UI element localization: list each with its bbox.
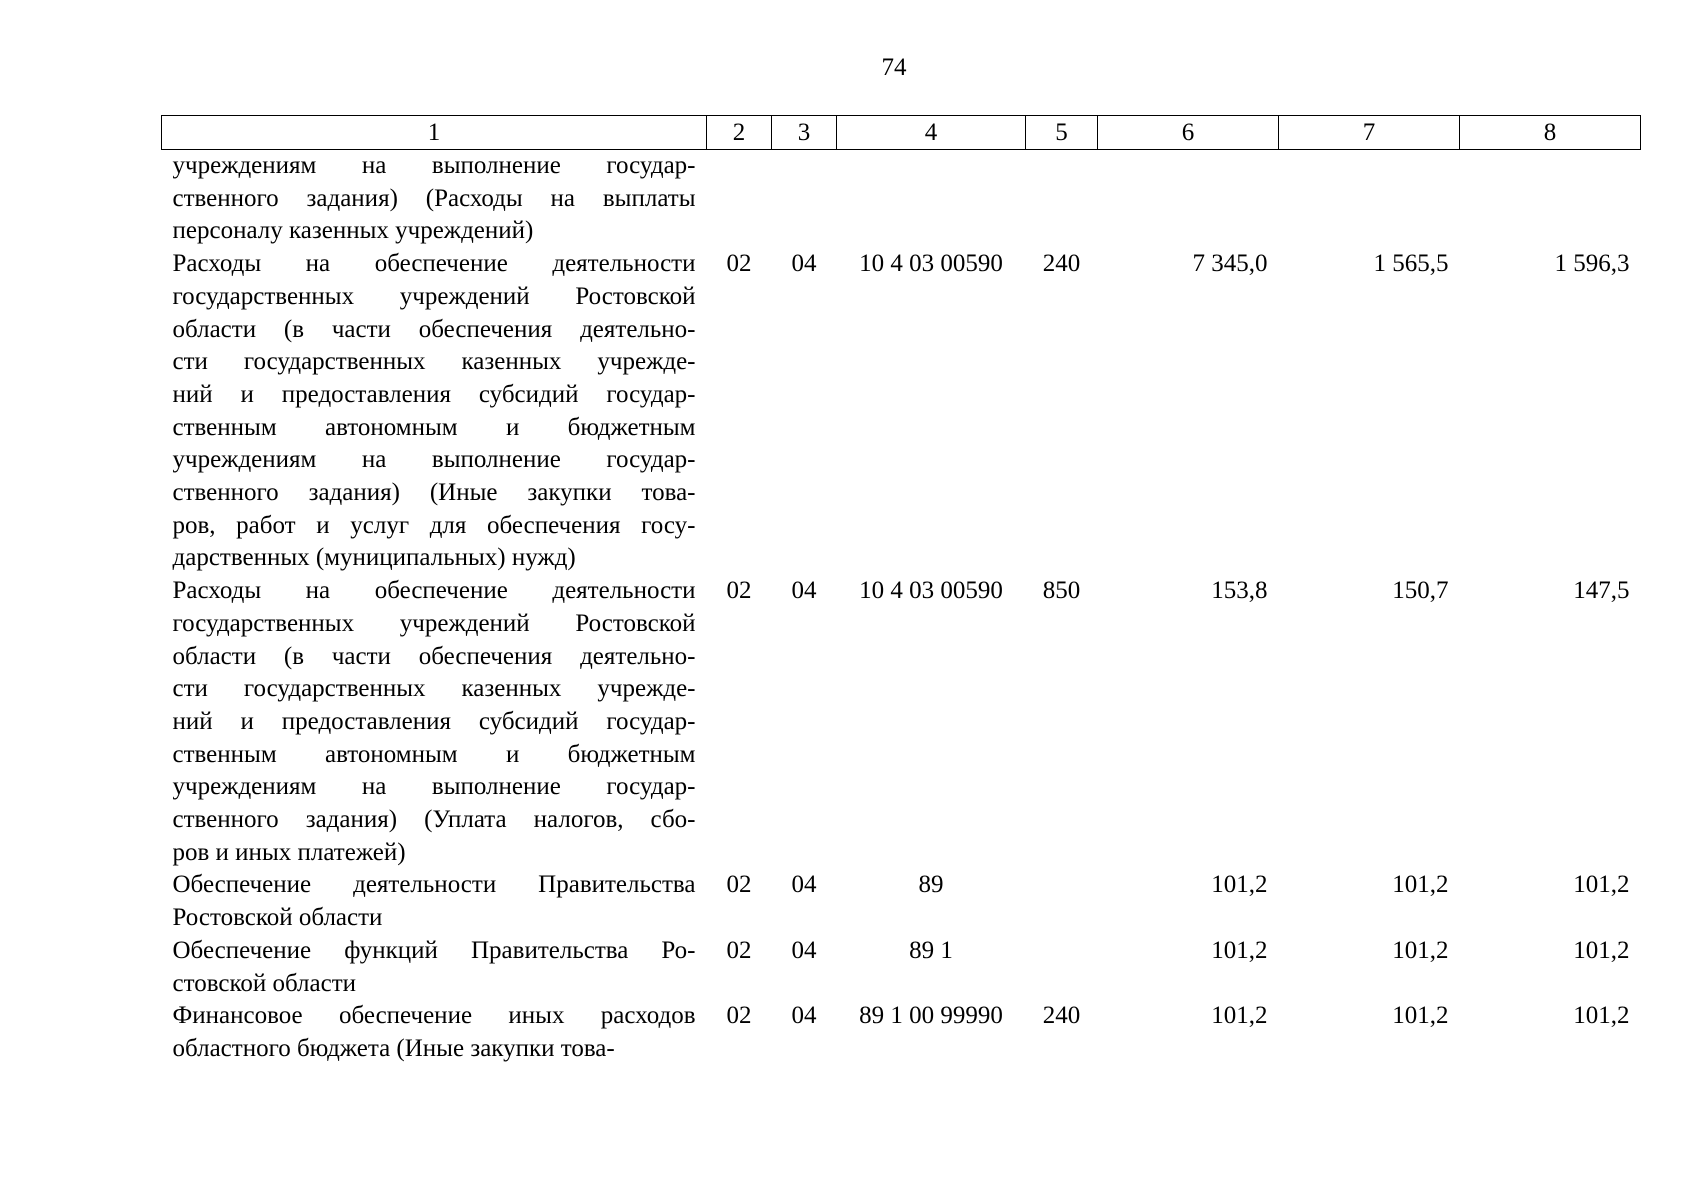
description-line: области (в части обеспечения деятельно-: [172, 315, 696, 343]
amount-col-7: 1 565,5: [1373, 250, 1449, 278]
amount-col-6: 153,8: [1211, 577, 1268, 605]
description-line: стовской области: [172, 969, 357, 997]
table-row: [162, 1000, 1641, 1065]
description-line: Финансовое обеспечение иных расходов: [172, 1002, 696, 1030]
row-description: [162, 935, 707, 1000]
description-line: Расходы на обеспечение деятельности: [172, 250, 696, 278]
amount-col-8: 101,2: [1573, 871, 1630, 899]
target-article-code: 89 1 00 99990: [859, 1002, 1003, 1030]
subsection-code: 04: [791, 577, 817, 605]
header-col-5: 5: [1026, 116, 1098, 150]
description-line: областного бюджета (Иные закупки това-: [172, 1034, 615, 1062]
amount-col-8: 147,5: [1573, 577, 1630, 605]
page-number: 74: [881, 54, 907, 81]
header-col-4: 4: [837, 116, 1026, 150]
description-line: ственным автономным и бюджетным: [172, 413, 696, 441]
table-body: [162, 150, 1641, 1066]
description-line: ров, работ и услуг для обеспечения госу-: [172, 511, 696, 539]
section-code: 02: [726, 871, 752, 899]
expense-type-code: [1026, 150, 1098, 249]
description-line: дарственных (муниципальных) нужд): [172, 544, 576, 572]
target-article-code: 89: [918, 871, 944, 899]
description-line: Ростовской области: [172, 904, 383, 932]
description-line: области (в части обеспечения деятельно-: [172, 642, 696, 670]
description-line: учреждениям на выполнение государ-: [172, 152, 696, 179]
amount-col-6: 101,2: [1211, 871, 1268, 899]
header-col-7: 7: [1279, 116, 1460, 150]
amount-col-7: [1279, 150, 1460, 249]
description-line: ров и иных платежей): [172, 838, 406, 866]
amount-col-7: 101,2: [1392, 1002, 1449, 1030]
description-line: государственных учреждений Ростовской: [172, 609, 696, 637]
expense-type-code: 850: [1042, 577, 1081, 605]
subsection-code: 04: [791, 250, 817, 278]
budget-table: [161, 115, 1641, 1066]
row-description: [162, 1000, 707, 1065]
description-line: ний и предоставления субсидий государ-: [172, 707, 696, 735]
table-row: [162, 935, 1641, 1000]
subsection-code: 04: [791, 936, 817, 964]
target-article-code: 89 1: [909, 936, 953, 964]
target-article-code: [837, 150, 1026, 249]
expense-type-code: 240: [1042, 1002, 1081, 1030]
amount-col-7: 101,2: [1392, 936, 1449, 964]
header-col-2: 2: [707, 116, 772, 150]
amount-col-6: 101,2: [1211, 1002, 1268, 1030]
header-col-8: 8: [1460, 116, 1641, 150]
expense-type-code: 240: [1042, 250, 1081, 278]
subsection-code: 04: [791, 1002, 817, 1030]
row-description: [162, 869, 707, 934]
section-code: 02: [726, 577, 752, 605]
table-row: [162, 575, 1641, 869]
description-line: сти государственных казенных учрежде-: [172, 348, 696, 376]
section-code: [707, 150, 772, 249]
description-line: сти государственных казенных учрежде-: [172, 675, 696, 703]
description-line: учреждениям на выполнение государ-: [172, 773, 696, 801]
row-description: [162, 248, 707, 575]
amount-col-6: 101,2: [1211, 936, 1268, 964]
amount-col-6: 7 345,0: [1192, 250, 1268, 278]
subsection-code: [772, 150, 837, 249]
expense-type-code: [1026, 935, 1098, 1000]
description-line: ний и предоставления субсидий государ-: [172, 380, 696, 408]
description-line: ственного задания) (Расходы на выплаты: [172, 184, 696, 212]
section-code: 02: [726, 250, 752, 278]
amount-col-8: 101,2: [1573, 1002, 1630, 1030]
description-line: персоналу казенных учреждений): [172, 217, 534, 245]
subsection-code: 04: [791, 871, 817, 899]
section-code: 02: [726, 1002, 752, 1030]
target-article-code: 10 4 03 00590: [859, 250, 1003, 278]
table-row: [162, 150, 1641, 249]
row-description: [162, 575, 707, 869]
target-article-code: 10 4 03 00590: [859, 577, 1003, 605]
amount-col-7: 150,7: [1392, 577, 1449, 605]
description-line: Обеспечение деятельности Правительства: [172, 871, 696, 899]
description-line: учреждениям на выполнение государ-: [172, 446, 696, 474]
row-description: [162, 150, 707, 249]
amount-col-7: 101,2: [1392, 871, 1449, 899]
header-col-3: 3: [772, 116, 837, 150]
section-code: 02: [726, 936, 752, 964]
amount-col-8: 101,2: [1573, 936, 1630, 964]
amount-col-6: [1098, 150, 1279, 249]
description-line: ственного задания) (Уплата налогов, сбо-: [172, 806, 696, 834]
table-row: [162, 248, 1641, 575]
expense-type-code: [1026, 869, 1098, 934]
description-line: ственным автономным и бюджетным: [172, 740, 696, 768]
table-header: [162, 116, 1641, 150]
amount-col-8: 1 596,3: [1554, 250, 1630, 278]
header-row: [162, 116, 1641, 150]
description-line: ственного задания) (Иные закупки това-: [172, 479, 696, 507]
header-col-1: 1: [162, 116, 707, 150]
description-line: государственных учреждений Ростовской: [172, 282, 696, 310]
table-row: [162, 869, 1641, 934]
description-line: Расходы на обеспечение деятельности: [172, 577, 696, 605]
header-col-6: 6: [1098, 116, 1279, 150]
amount-col-8: [1460, 150, 1641, 249]
description-line: Обеспечение функций Правительства Ро-: [172, 936, 696, 964]
